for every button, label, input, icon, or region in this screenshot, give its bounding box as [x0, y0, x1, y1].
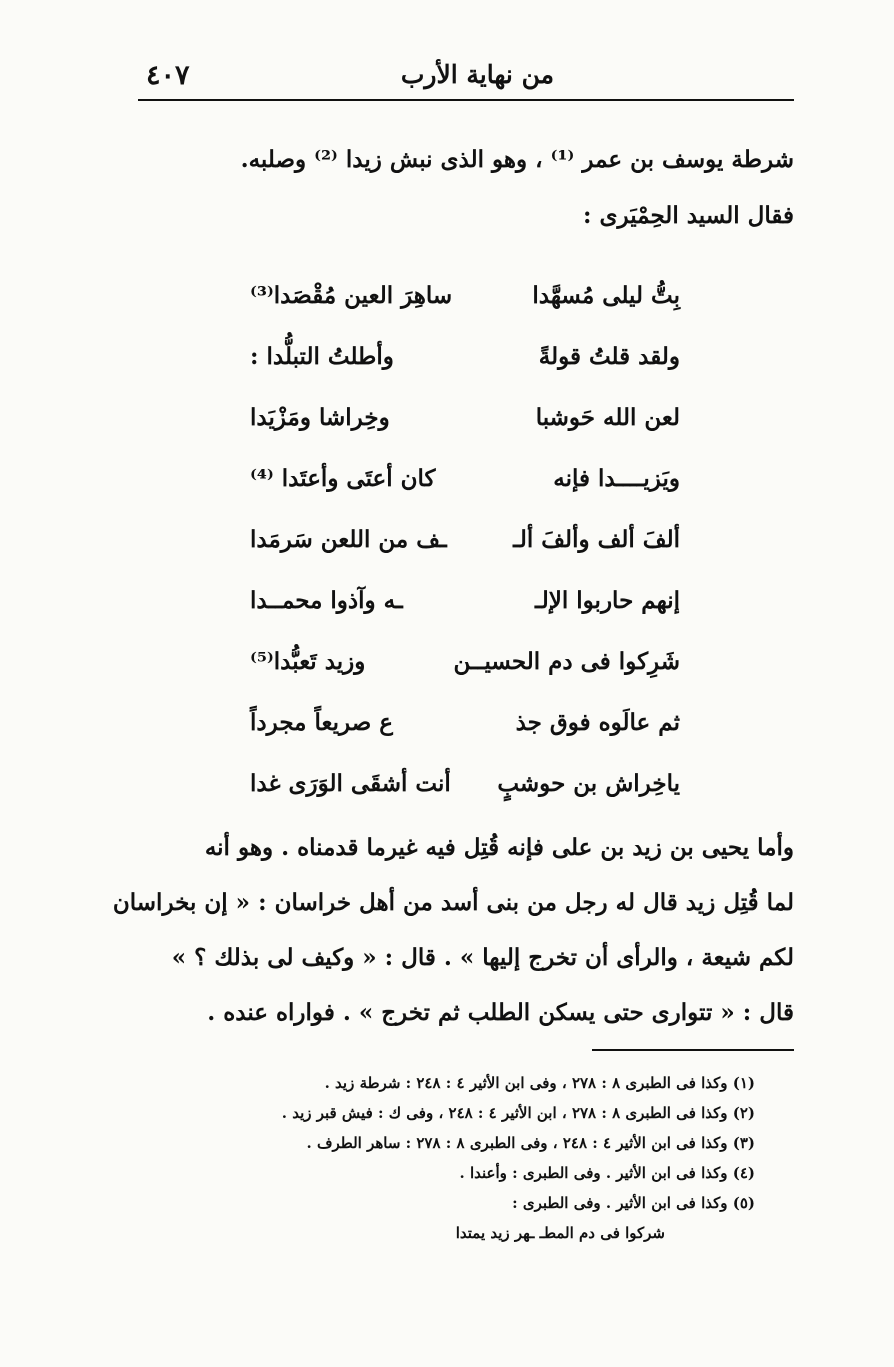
verse-first-hemistich: ولقد قلتُ قولةً — [538, 343, 680, 370]
footnotes — [160, 1068, 755, 1248]
verse-first-hemistich: إنهم حاربوا الإلـ — [535, 587, 680, 614]
verse-second-hemistich: ساهِرَ العين مُقْصَدا⁽³⁾ — [250, 282, 453, 309]
footnote-divider — [592, 1049, 794, 1051]
footnote: (٣) وكذا فى ابن الأثير ٤ : ٢٤٨ ، وفى الطبرى ٨ : ٢٧٨ : ساهر الطرف . — [306, 1134, 755, 1152]
footnote: (١) وكذا فى الطبرى ٨ : ٢٧٨ ، وفى ابن الأثير ٤ : ٢٤٨ : شرطة زيد . — [324, 1074, 755, 1092]
poem-verse — [250, 265, 680, 326]
poem — [250, 265, 680, 814]
poem-verse — [250, 448, 680, 509]
footnote: (٢) وكذا فى الطبرى ٨ : ٢٧٨ ، ابن الأثير ٤ : ٢٤٨ ، وفى ك : فيش قبر زيد . — [281, 1104, 755, 1122]
verse-first-hemistich: شَرِكوا فى دم الحسيــن — [453, 648, 680, 675]
verse-first-hemistich: ياخِراش بن حوشبٍ — [497, 770, 680, 797]
page-number: ٤٠٧ — [146, 60, 190, 91]
poem-verse — [250, 753, 680, 814]
verse-second-hemistich: ـف من اللعن سَرمَدا — [250, 526, 447, 553]
footnote: (٤) وكذا فى ابن الأثير . وفى الطبرى : وأعندا . — [459, 1164, 755, 1182]
verse-first-hemistich: ثم عالَوه فوق جذ — [515, 709, 680, 736]
footnote: (٥) وكذا فى ابن الأثير . وفى الطبرى : — [512, 1194, 755, 1212]
verse-second-hemistich: وأطلتُ التبلُّدا : — [250, 343, 394, 370]
poem-verse — [250, 570, 680, 631]
verse-second-hemistich: وخِراشا ومَزْيَدا — [250, 404, 390, 431]
text-line: قال : « تتوارى حتى يسكن الطلب ثم تخرج » . فواراه عنده . — [207, 999, 794, 1026]
text-line: وأما يحيى بن زيد بن على فإنه قُتِل فيه غيرما قدمناه . وهو أنه — [204, 834, 794, 861]
verse-first-hemistich: بِتُّ ليلى مُسهَّدا — [532, 282, 680, 309]
running-title: من نهاية الأرب — [400, 60, 554, 89]
verse-second-hemistich: وزيد تَعبُّدا⁽⁵⁾ — [250, 648, 366, 675]
verse-first-hemistich: ويَزيــــدا فإنه — [553, 465, 680, 492]
footnote-verse: شركوا فى دم المطـ ـهر زيد يمتدا — [455, 1224, 665, 1242]
text-line: لكم شيعة ، والرأى أن تخرج إليها » . قال : « وكيف لى بذلك ؟ » — [171, 944, 794, 971]
verse-second-hemistich: ع صريعاً مجرداً — [250, 709, 393, 736]
paragraph-yahya — [112, 820, 794, 1040]
verse-first-hemistich: ألفَ ألف وألفَ ألـ — [513, 526, 680, 553]
header-divider — [138, 99, 794, 101]
paragraph-intro — [138, 132, 794, 244]
text-line: فقال السيد الحِمْيَرى : — [583, 202, 794, 229]
poem-verse — [250, 509, 680, 570]
text-line: شرطة يوسف بن عمر ⁽¹⁾ ، وهو الذى نبش زيدا ⁽²⁾ وصلبه. — [240, 146, 794, 173]
poem-verse — [250, 631, 680, 692]
verse-first-hemistich: لعن الله حَوشبا — [535, 404, 680, 431]
verse-second-hemistich: كان أعتَى وأعتَدا ⁽⁴⁾ — [250, 465, 436, 492]
page-header — [138, 60, 794, 96]
poem-verse — [250, 387, 680, 448]
poem-verse — [250, 692, 680, 753]
verse-second-hemistich: أنت أشقَى الوَرَى غدا — [250, 770, 451, 797]
poem-verse — [250, 326, 680, 387]
verse-second-hemistich: ـه وآذوا محمــدا — [250, 587, 403, 614]
text-line: لما قُتِل زيد قال له رجل من بنى أسد من أهل خراسان : « إن بخراسان — [112, 889, 794, 916]
